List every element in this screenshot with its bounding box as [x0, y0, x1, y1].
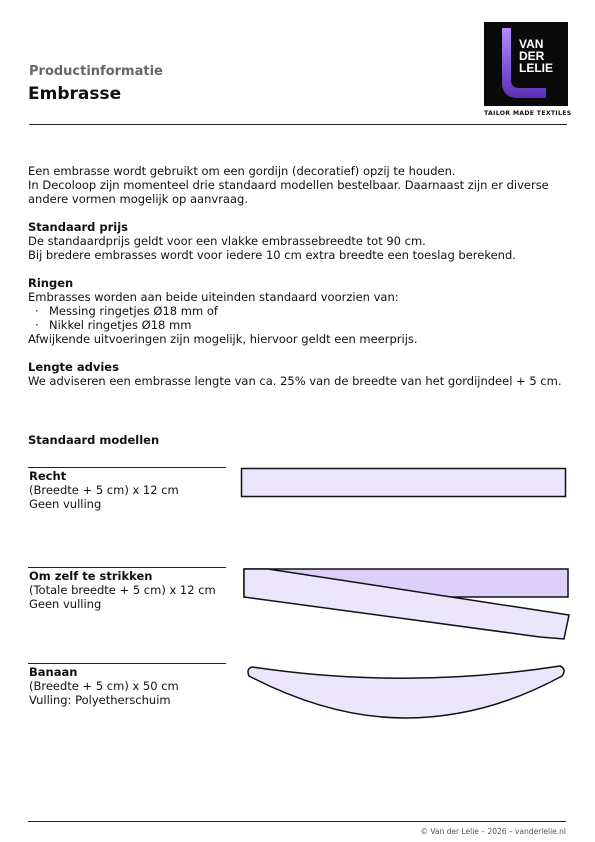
model-divider	[28, 467, 226, 468]
model-filling: Vulling: Polyetherschuim	[29, 693, 171, 707]
model-size: (Breedte + 5 cm) x 50 cm	[29, 679, 179, 693]
intro-line: In Decoloop zijn momenteel drie standaard modellen bestelbaar. Daarnaast zijn er diverse	[28, 178, 549, 192]
brand-logo	[484, 22, 568, 106]
section-heading: Ringen	[28, 276, 74, 290]
model-size: (Totale breedte + 5 cm) x 12 cm	[29, 583, 216, 597]
shape-banana	[248, 666, 564, 718]
page-title: Embrasse	[28, 84, 122, 104]
section-heading: Standaard prijs	[28, 220, 129, 234]
price-line: Bij bredere embrasses wordt voor iedere 10 cm extra breedte een toeslag berekend.	[28, 248, 516, 262]
length-line: We adviseren een embrasse lengte van ca. 25% van de breedte van het gordijndeel + 5 cm.	[28, 374, 562, 388]
header-divider	[29, 124, 567, 125]
logo-graphic	[484, 22, 568, 106]
model-filling: Geen vulling	[29, 597, 102, 611]
document-category: Productinformatie	[29, 64, 163, 79]
model-name: Om zelf te strikken	[29, 569, 153, 583]
price-line: De standaardprijs geldt voor een vlakke embrassebreedte tot 90 cm.	[28, 234, 426, 248]
intro-section	[28, 164, 568, 206]
model-size: (Breedte + 5 cm) x 12 cm	[29, 483, 179, 497]
models-heading: Standaard modellen	[28, 433, 160, 447]
list-item: · Nikkel ringetjes Ø18 mm	[28, 318, 568, 332]
model-recht	[29, 469, 229, 511]
model-divider	[28, 663, 226, 664]
model-strikken-illustration	[240, 564, 574, 644]
length-section	[28, 360, 568, 388]
logo-text-van: VAN	[519, 37, 544, 51]
model-divider	[28, 567, 226, 568]
intro-line: andere vormen mogelijk op aanvraag.	[28, 192, 248, 206]
price-section	[28, 220, 568, 262]
footer-divider	[28, 821, 566, 822]
section-heading: Lengte advies	[28, 360, 119, 374]
rings-note: Afwijkende uitvoeringen zijn mogelijk, hiervoor geldt een meerprijs.	[28, 332, 418, 346]
model-banaan	[29, 665, 229, 707]
logo-tagline: TAILOR MADE TEXTILES	[484, 110, 572, 117]
model-name: Recht	[29, 469, 67, 483]
model-strikken	[29, 569, 229, 611]
shape-straight-band	[242, 469, 566, 497]
footer-copyright: © Van der Lelie – 2026 – vanderlelie.nl	[420, 827, 566, 836]
model-banaan-illustration	[240, 660, 574, 724]
rings-list	[28, 304, 568, 332]
logo-text-der: DER	[519, 49, 545, 63]
list-item: · Messing ringetjes Ø18 mm of	[28, 304, 568, 318]
model-recht-illustration	[240, 466, 570, 500]
logo-text-lelie: LELIE	[519, 61, 554, 75]
intro-line: Een embrasse wordt gebruikt om een gordijn (decoratief) opzij te houden.	[28, 164, 456, 178]
model-name: Banaan	[29, 665, 78, 679]
rings-intro: Embrasses worden aan beide uiteinden standaard voorzien van:	[28, 290, 399, 304]
rings-section	[28, 276, 568, 346]
model-filling: Geen vulling	[29, 497, 102, 511]
